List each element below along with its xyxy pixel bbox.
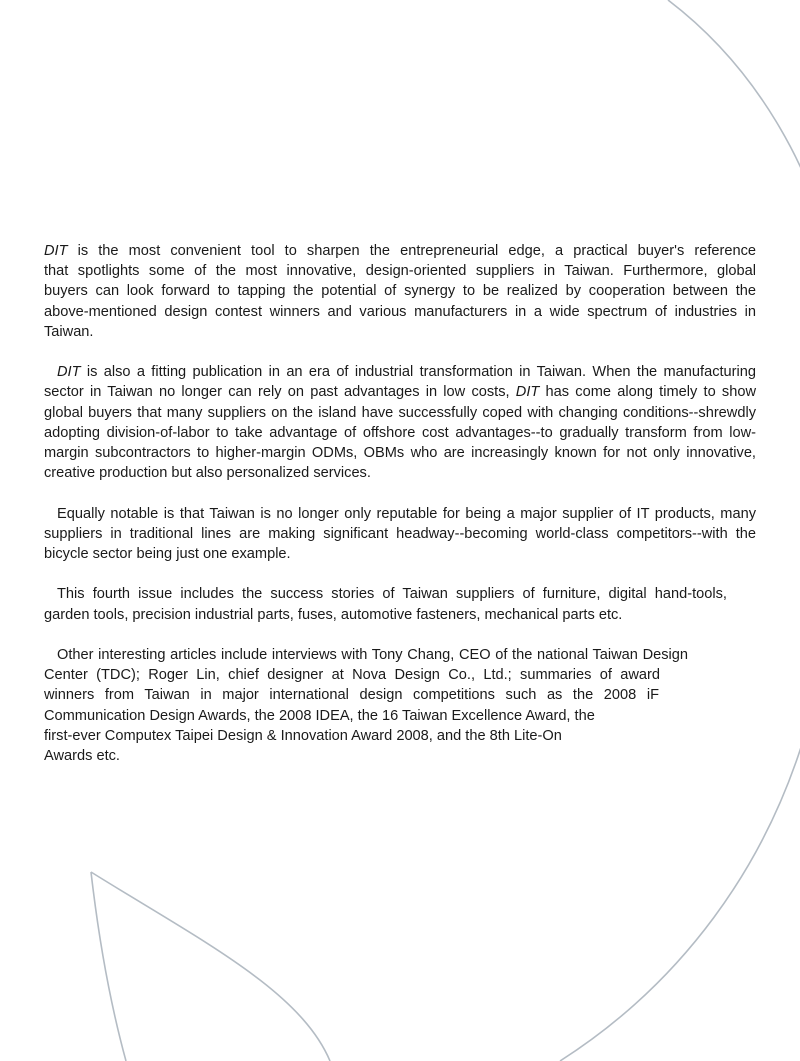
line	[44, 746, 756, 766]
line	[44, 261, 756, 281]
paragraph-traditional-lines	[44, 504, 756, 565]
line	[44, 605, 756, 625]
line-text: Awards etc.	[44, 748, 120, 765]
line-text: Taiwan.	[44, 323, 94, 340]
line	[44, 665, 660, 685]
line	[44, 645, 688, 665]
title-italic: DIT	[515, 384, 540, 401]
line-text: global buyers that many suppliers on the island have successfully coped with changing conditions--shrewdly	[44, 404, 756, 421]
line-text: creative production but also personalized services.	[44, 465, 371, 482]
line-text: Communication Design Awards, the 2008 IDEA, the 16 Taiwan Excellence Award, the	[44, 707, 595, 724]
line	[44, 362, 756, 382]
line-text: is the most convenient tool to sharpen the entrepreneurial edge, a practical buyer's reference	[67, 243, 756, 259]
title-italic: DIT	[44, 243, 68, 259]
line	[44, 403, 756, 423]
line-text: first-ever Computex Taipei Design & Innovation Award 2008, and the 8th Lite-On	[44, 727, 562, 744]
line-text: Center (TDC); Roger Lin, chief designer at Nova Design Co., Ltd.; summaries of award	[44, 667, 660, 684]
line	[44, 382, 756, 402]
line	[44, 322, 756, 342]
line-text: margin subcontractors to higher-margin ODMs, OBMs who are increasingly known for not only innovative,	[44, 445, 756, 462]
inner-arc-line	[91, 872, 330, 1061]
line	[44, 281, 756, 301]
large-arc-line	[668, 0, 800, 250]
line-text: buyers can look forward to tapping the potential of synergy to be realized by cooperation between the	[44, 283, 756, 300]
article-body	[44, 241, 756, 786]
line	[44, 463, 756, 483]
line	[44, 241, 756, 261]
line	[44, 685, 659, 705]
line-text: that spotlights some of the most innovative, design-oriented suppliers in Taiwan. Furthermore, global	[44, 263, 756, 280]
line	[44, 706, 756, 726]
line-text: adopting division-of-labor to take advantage of offshore cost advantages--to gradually transform from low-	[44, 424, 756, 441]
paragraph-intro	[44, 241, 756, 342]
paragraph-transformation	[44, 362, 756, 483]
line	[44, 524, 756, 544]
line-text: winners from Taiwan in major international design competitions such as the 2008 iF	[44, 687, 659, 704]
line-text: sector in Taiwan no longer can rely on past advantages in low costs,	[44, 384, 516, 401]
line-text: bicycle sector being just one example.	[44, 546, 291, 563]
line-text: suppliers in traditional lines are making significant headway--becoming world-class competitors--with the	[44, 525, 756, 542]
line	[44, 726, 756, 746]
line-text: is also a fitting publication in an era of industrial transformation in Taiwan. When the manufacturing	[80, 364, 756, 381]
line	[44, 443, 756, 463]
paragraph-fourth-issue	[44, 584, 756, 624]
line-text: This fourth issue includes the success stories of Taiwan suppliers of furniture, digital hand-tools,	[57, 586, 727, 603]
line-text: Other interesting articles include interviews with Tony Chang, CEO of the national Taiwan Design	[57, 647, 688, 663]
line-text: above-mentioned design contest winners and various manufacturers in a wide spectrum of industries in	[44, 303, 756, 320]
line-text: garden tools, precision industrial parts, fuses, automotive fasteners, mechanical parts etc.	[44, 606, 623, 623]
line	[44, 544, 756, 564]
left-arc-line	[91, 872, 126, 1061]
line	[44, 423, 756, 443]
line	[44, 584, 727, 604]
line-text: Equally notable is that Taiwan is no longer only reputable for being a major supplier of IT products, many	[57, 505, 756, 522]
title-italic: DIT	[57, 364, 81, 381]
line	[44, 504, 756, 524]
line-text: has come along timely to show	[539, 384, 756, 401]
paragraph-other-articles	[44, 645, 756, 766]
line	[44, 302, 756, 322]
